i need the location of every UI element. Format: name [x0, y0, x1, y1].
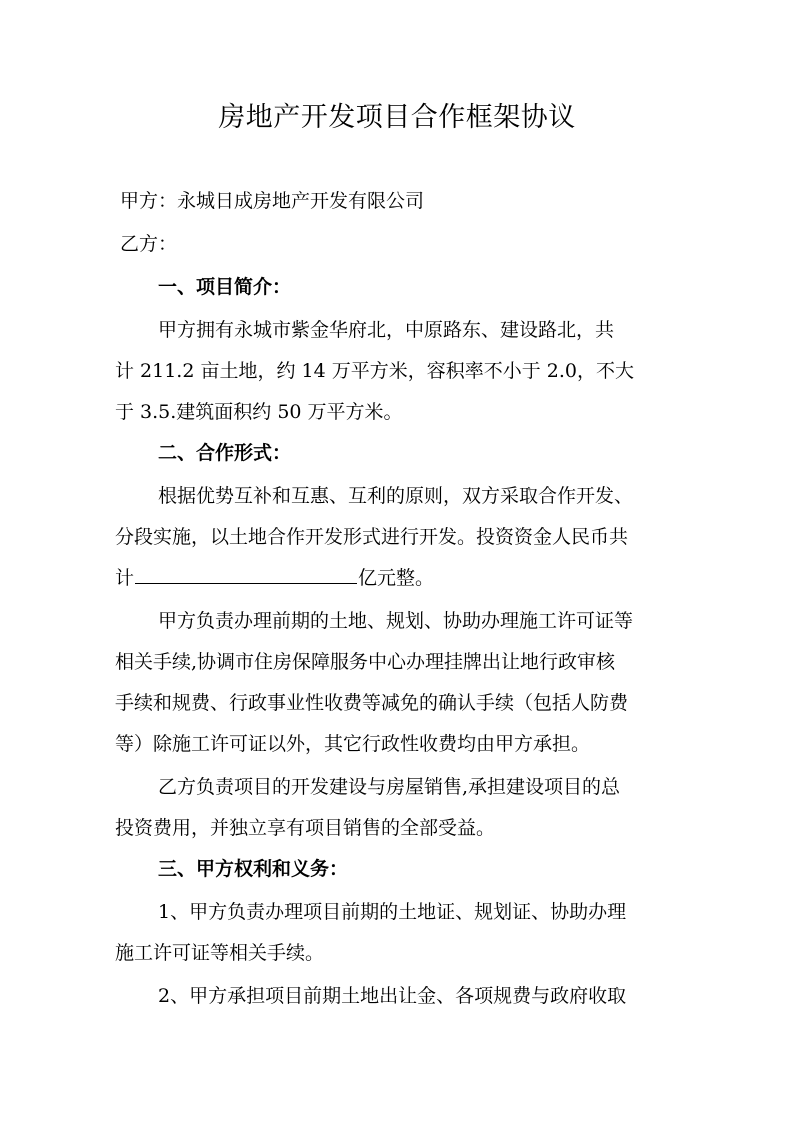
- document-title: 房地产开发项目合作框架协议: [218, 102, 576, 133]
- party-a-line: 甲方：永城日成房地产开发有限公司: [120, 190, 425, 212]
- section-2-line-blank: [115, 563, 434, 593]
- section-2-line: 乙方负责项目的开发建设与房屋销售,承担建设项目的总: [158, 776, 621, 798]
- amount-prefix: 计: [115, 567, 135, 589]
- section-2-line: 相关手续,协调市住房保障服务中心办理挂牌出让地行政审核: [115, 651, 616, 673]
- section-3-line: 2、甲方承担项目前期土地出让金、各项规费与政府收取: [158, 985, 627, 1007]
- section-2-line: 根据优势互补和互惠、互利的原则，双方采取合作开发、: [158, 485, 634, 507]
- party-b-line: 乙方：: [120, 233, 178, 255]
- section-1-line: 于 3.5.建筑面积约 50 万平方米。: [115, 401, 403, 423]
- section-3-line: 施工许可证等相关手续。: [115, 942, 325, 964]
- section-2-line: 投资费用，并独立享有项目销售的全部受益。: [115, 817, 496, 839]
- section-2-line: 等）除施工许可证以外，其它行政性收费均由甲方承担。: [115, 733, 591, 755]
- section-2-line: 分段实施，以土地合作开发形式进行开发。投资资金人民币共: [115, 526, 629, 548]
- section-1-line: 甲方拥有永城市紫金华府北，中原路东、建设路北，共: [158, 319, 615, 341]
- section-1-heading: 一、项目简介：: [158, 276, 292, 298]
- section-2-line: 手续和规费、行政事业性收费等减免的确认手续（包括人防费: [115, 692, 629, 714]
- amount-suffix: 亿元整。: [358, 567, 435, 589]
- amount-blank: [135, 563, 357, 584]
- section-2-heading: 二、合作形式：: [158, 442, 292, 464]
- section-3-heading: 三、甲方权利和义务：: [158, 858, 349, 880]
- section-2-line: 甲方负责办理前期的土地、规划、协助办理施工许可证等: [158, 610, 634, 632]
- section-3-line: 1、甲方负责办理项目前期的土地证、规划证、协助办理: [158, 901, 627, 923]
- section-1-line: 计 211.2 亩土地，约 14 万平方米，容积率不小于 2.0，不大: [115, 360, 634, 382]
